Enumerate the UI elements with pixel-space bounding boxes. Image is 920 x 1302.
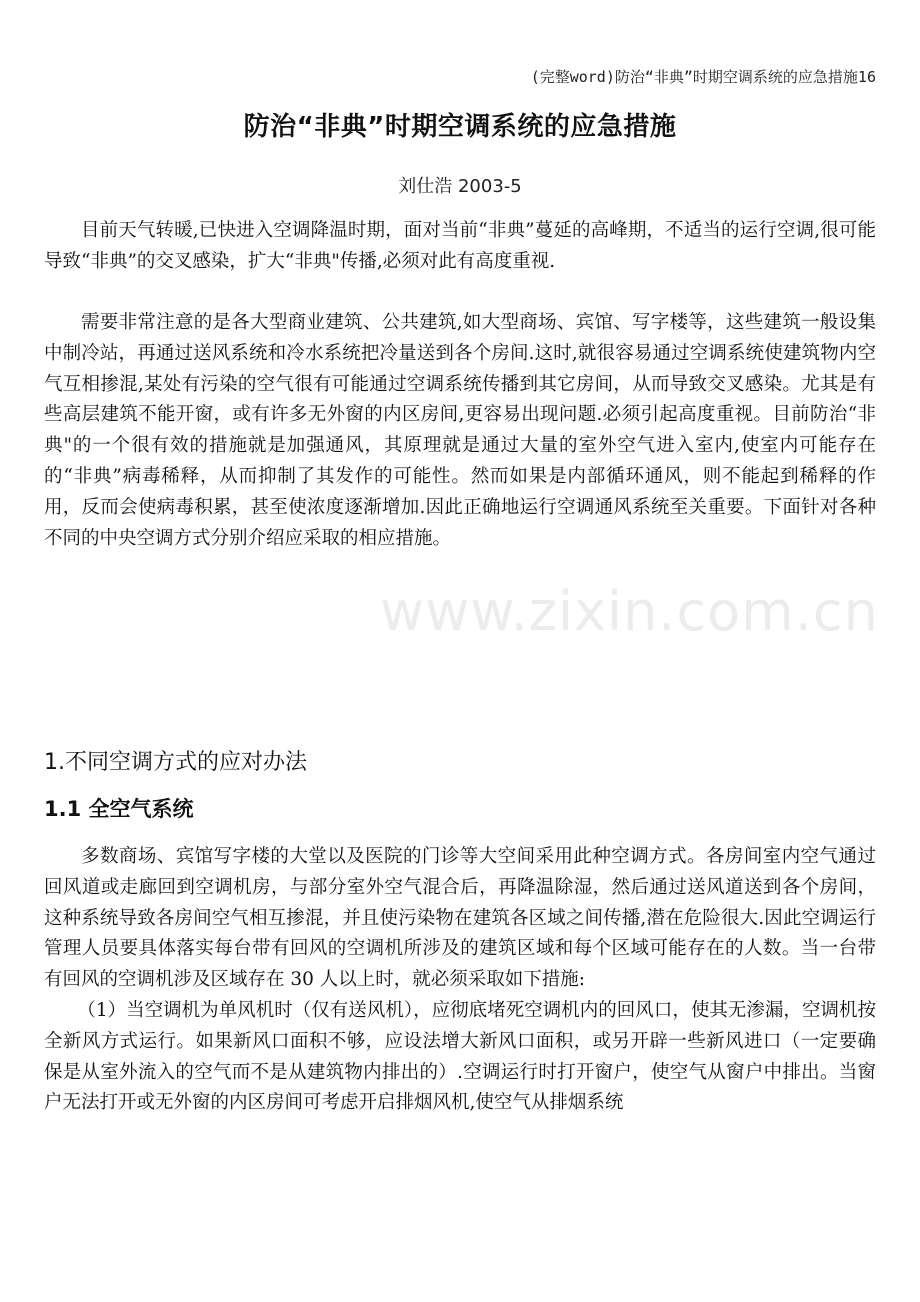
author-date-line: 刘仕浩 2003-5	[398, 176, 522, 197]
concern-paragraph: 需要非常注意的是各大型商业建筑、公共建筑,如大型商场、宾馆、写字楼等，这些建筑一般设集中制冷站，再通过送风系统和冷水系统把冷量送到各个房间.这时,就很容易通过空调系统使建筑物内空气互相掺混,某处有污染的空气很有可能通过空调系统传播到其它房间，从而导致交叉感染。尤其是有些高层建筑不能开窗，或有许多无外窗的内区房间,更容易出现问题.必须引起高度重视。目前防治“非典"的一个很有效的措施就是加强通风，其原理就是通过大量的室外空气进入室内,使室内可能存在的“非典”病毒稀释，从而抑制了其发作的可能性。然而如果是内部循环通风，则不能起到稀释的作用，反而会使病毒积累，甚至使浓度逐渐增加.因此正确地运行空调通风系统至关重要。下面针对各种不同的中央空调方式分别介绍应采取的相应措施。	[44, 312, 876, 549]
all-air-system-paragraph: 多数商场、宾馆写字楼的大堂以及医院的门诊等大空间采用此种空调方式。各房间室内空气通过回风道或走廊回到空调机房，与部分室外空气混合后，再降温除湿，然后通过送风道送到各个房间，这种系统导致各房间空气相互掺混，并且使污染物在建筑各区域之间传播,潜在危险很大.因此空调运行管理人员要具体落实每台带有回风的空调机所涉及的建筑区域和每个区域可能存在的人数。当一台带有回风的空调机涉及区域存在 30 人以上时，就必须采取如下措施:	[44, 846, 876, 991]
intro-paragraph: 目前天气转暖,已快进入空调降温时期，面对当前“非典”蔓延的高峰期，不适当的运行空调,很可能导致“非典”的交叉感染，扩大“非典"传播,必须对此有高度重视.	[44, 220, 876, 272]
measure-1-paragraph: （1）当空调机为单风机时（仅有送风机），应彻底堵死空调机内的回风口，使其无渗漏，空调机按全新风方式运行。如果新风口面积不够，应设法增大新风口面积，或另开辟一些新风进口（一定要确保是从室外流入的空气而不是从建筑物内排出的）.空调运行时打开窗户，使空气从窗户中排出。当窗户无法打开或无外窗的内区房间可考虑开启排烟风机,使空气从排烟系统	[44, 1000, 876, 1114]
watermark: www.zixin.com.cn	[380, 580, 879, 643]
subsection-heading-1-1: 1.1 全空气系统	[44, 797, 194, 821]
running-header: (完整word)防治“非典”时期空调系统的应急措施16	[530, 68, 876, 86]
document-title: 防治“非典”时期空调系统的应急措施	[243, 112, 677, 142]
section-heading-1: 1.不同空调方式的应对办法	[44, 750, 307, 775]
